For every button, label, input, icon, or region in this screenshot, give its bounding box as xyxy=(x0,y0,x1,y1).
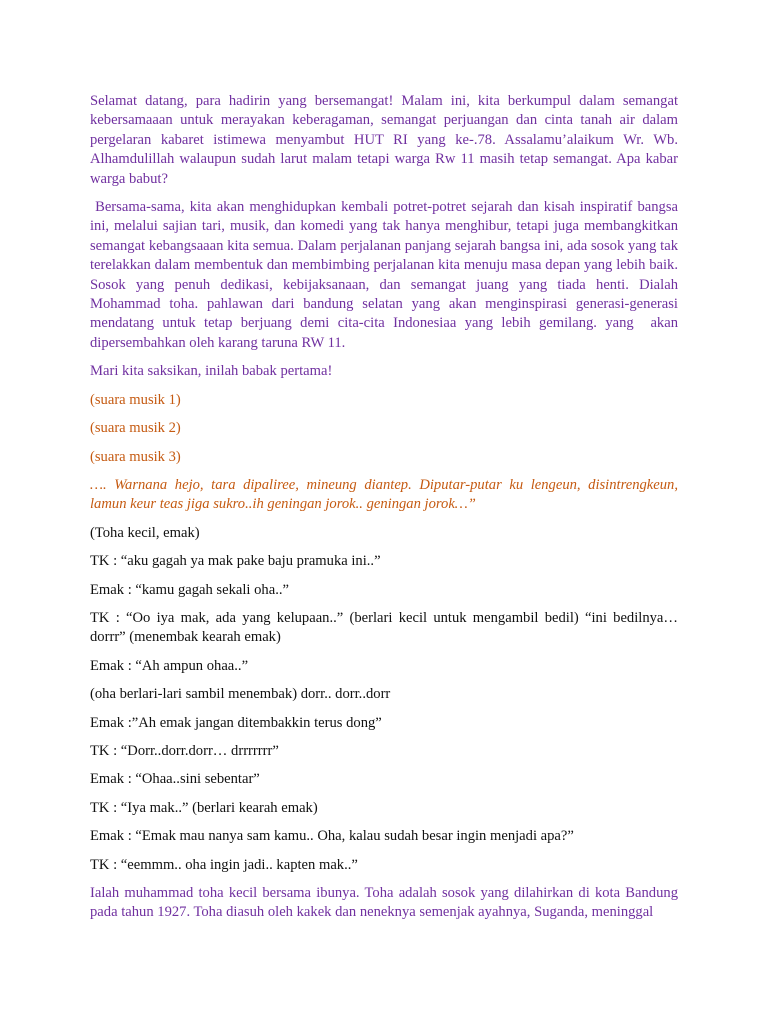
dialogue-line: TK : “aku gagah ya mak pake baju pramuka ini..” xyxy=(90,553,381,570)
stage-direction: (oha berlari-lari sambil menembak) dorr.. dorr..dorr xyxy=(90,686,391,703)
intro-paragraph: Bersama-sama, kita akan menghidupkan kembali potret-potret sejarah dan kisah inspiratif bangsa ini, melalui sajian tari, musik, dan komedi yang tak hanya menghibur, tetapi juga membangkitkan semangat kebangsaaan kita semua. Dalam perjalanan panjang sejarah bangsa ini, ada sosok yang tak terelakkan dalam membentuk dan membimbing perjalanan kita menuju masa depan yang lebih baik. Sosok yang penuh dedikasi, kebijaksanaan, dan semangat juang yang tiada henti. Dialah Mohammad toha. pahlawan dari bandung selatan yang akan menginspirasi generasi-generasi mendatang untuk tetap berjuang demi cita-cita Indonesiaa yang lebih gemilang. yang akan dipersembahkan oleh karang taruna RW 11. xyxy=(90,199,682,351)
opening-paragraph: Selamat datang, para hadirin yang bersemangat! Malam ini, kita berkumpul dalam semangat kebersamaaan untuk merayakan keberagaman, semangat perjuangan dan cinta tanah air dalam pergelaran kabaret istimewa menyambut HUT RI yang ke-.78. Assalamu’alaikum Wr. Wb. Alhamdulillah walaupun sudah larut malam tetapi warga Rw 11 masih tetap semangat. Apa kabar warga babut? xyxy=(90,93,678,187)
music-cue-3: (suara musik 3) xyxy=(90,448,181,465)
dialogue-line: Emak : “Ohaa..sini sebentar” xyxy=(90,771,260,788)
dialogue-line: TK : “Dorr..dorr.dorr… drrrrrrr” xyxy=(90,742,279,759)
scene-characters: (Toha kecil, emak) xyxy=(90,524,200,541)
dialogue-line: TK : “Iya mak..” (berlari kearah emak) xyxy=(90,799,318,816)
song-lyrics: …. Warnana hejo, tara dipaliree, mineung diantep. Diputar-putar ku lengeun, disintrengkeun, lamun keur teas jiga sukro..ih geningan jorok.. geningan jorok…” xyxy=(90,476,678,513)
dialogue-line: Emak : “Ah ampun ohaa..” xyxy=(90,657,249,674)
dialogue-line: TK : “eemmm.. oha ingin jadi.. kapten mak..” xyxy=(90,856,358,873)
music-cue-1: (suara musik 1) xyxy=(90,391,181,408)
music-cue-2: (suara musik 2) xyxy=(90,420,181,437)
dialogue-line: Emak :”Ah emak jangan ditembakkin terus dong” xyxy=(90,714,382,731)
act-announcement: Mari kita saksikan, inilah babak pertama! xyxy=(90,363,333,380)
document-page xyxy=(90,92,682,923)
dialogue-line: Emak : “Emak mau nanya sam kamu.. Oha, kalau sudah besar ingin menjadi apa?” xyxy=(90,828,574,845)
dialogue-line: Emak : “kamu gagah sekali oha..” xyxy=(90,581,289,598)
dialogue-line: TK : “Oo iya mak, ada yang kelupaan..” (berlari kecil untuk mengambil bedil) “ini bedilnya… dorrr” (menembak kearah emak) xyxy=(90,609,678,646)
narration-paragraph: Ialah muhammad toha kecil bersama ibunya. Toha adalah sosok yang dilahirkan di kota Bandung pada tahun 1927. Toha diasuh oleh kakek dan neneknya semenjak ayahnya, Suganda, meninggal xyxy=(90,885,678,921)
